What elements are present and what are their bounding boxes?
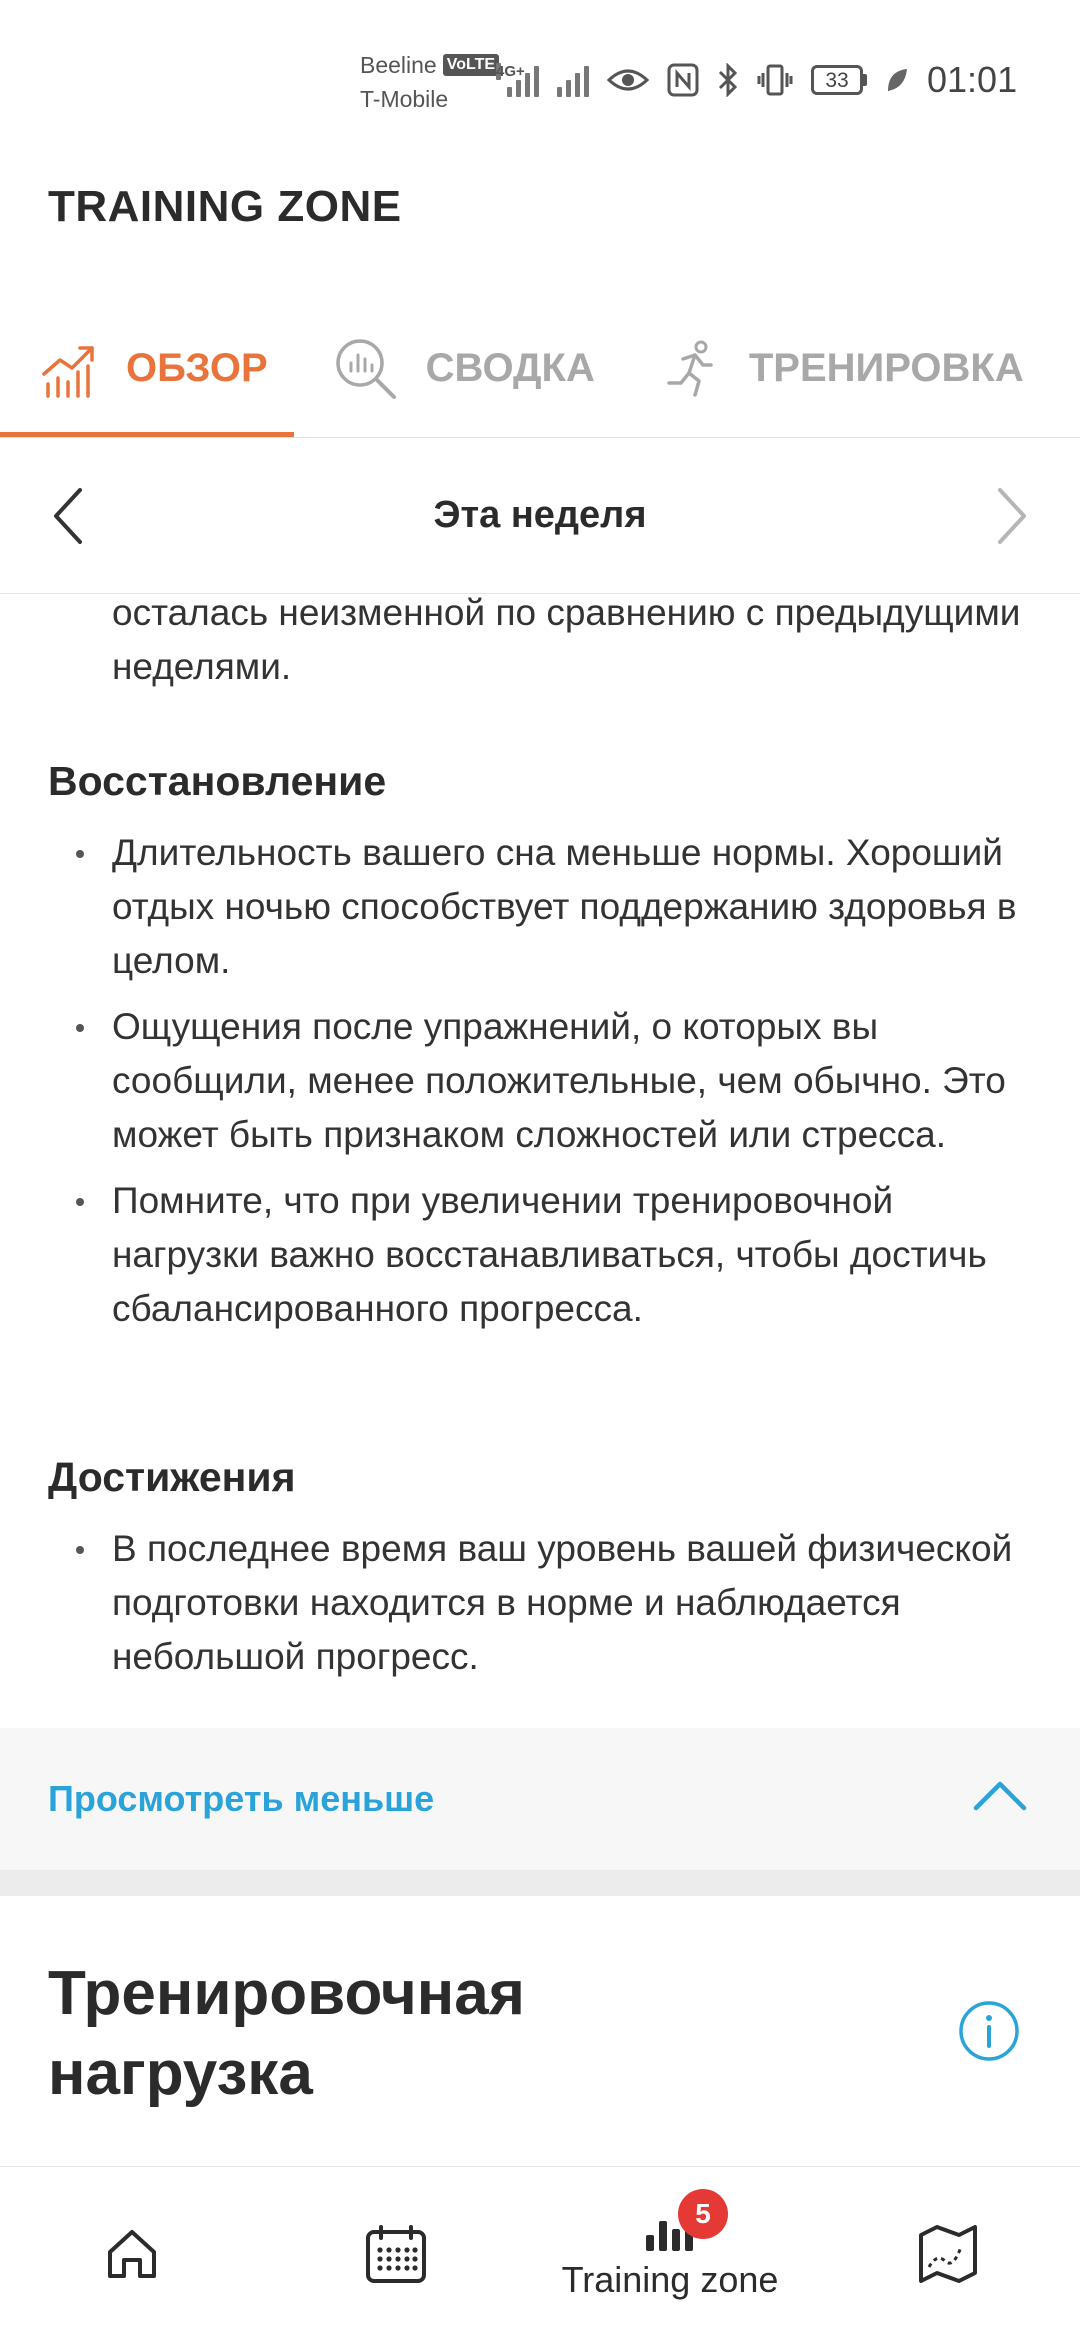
clock: 01:01 [927,59,1018,100]
list-item: Длительность вашего сна меньше нормы. Хороший отдых ночью способствует поддержанию здоровья в целом. [0,826,1080,988]
continued-text: осталась неизменной по сравнению с предыдущими неделями. [112,594,1021,687]
tab-summary[interactable] [294,300,621,438]
calendar-icon [365,2224,427,2284]
carrier-2: T-Mobile [360,86,449,112]
magnifier-chart-icon [334,337,398,401]
carrier-1: Beeline [360,52,437,78]
nav-home[interactable] [92,2167,172,2340]
section-title-recovery: Восстановление [48,758,387,804]
view-less-label: Просмотреть меньше [48,1778,435,1819]
status-bar [0,0,1080,150]
section-divider [0,1870,1080,1896]
battery-icon [811,65,867,95]
list-item: Помните, что при увеличении тренировочной нагрузки важно восстанавливаться, чтобы достичь сбалансированного прогресса. [0,1174,1080,1336]
list-item: В последнее время ваш уровень вашей физической подготовки находится в норме и наблюдается небольшой прогресс. [0,1522,1080,1684]
week-navigator [0,438,1080,594]
nav-training-zone[interactable] [540,2167,800,2340]
runner-icon [661,339,721,399]
view-less-button[interactable] [0,1728,1080,1870]
bluetooth-icon [717,63,739,97]
volte-badge: VoLTE [443,54,499,76]
tab-training-label: ТРЕНИРОВКА [748,346,1024,390]
training-load-title: Тренировочная нагрузка [48,1959,525,2108]
network-type: 4G+ [496,63,525,80]
chevron-right-icon[interactable] [994,486,1030,546]
map-icon [917,2223,979,2285]
nav-map[interactable] [908,2167,988,2340]
vibrate-icon [757,63,793,97]
trend-chart-icon [40,340,98,398]
tab-overview[interactable] [0,300,294,438]
battery-level: 33 [811,65,863,95]
eye-icon [607,66,649,94]
signal-1-icon [496,63,539,97]
section-title-achievements: Достижения [48,1454,296,1500]
chevron-left-icon[interactable] [50,486,86,546]
training-load-card [0,1896,1080,2166]
insights-content [0,594,1080,1728]
app-title: TRAINING ZONE [48,182,402,231]
list-item: Ощущения после упражнений, о которых вы сообщили, менее положительные, чем обычно. Это может быть признаком сложностей или стресса. [0,1000,1080,1162]
achievement-bullets [0,1522,1080,1696]
status-icons [496,58,1017,102]
chevron-up-icon [972,1778,1028,1812]
recovery-bullets [0,826,1080,1348]
bottom-navigation [0,2166,1080,2340]
leaf-icon [885,66,909,94]
home-icon [104,2226,160,2282]
tab-training[interactable] [621,300,1050,438]
signal-2-icon [557,63,589,97]
tab-summary-label: СВОДКА [425,346,595,390]
nav-training-zone-label: Training zone [561,2259,779,2300]
info-icon[interactable] [958,2000,1020,2062]
nav-calendar[interactable] [356,2167,436,2340]
nfc-icon [667,63,699,97]
tab-overview-label: ОБЗОР [126,346,268,390]
notification-badge: 5 [678,2189,728,2239]
tab-bar [0,300,1080,438]
week-label: Эта неделя [433,494,647,536]
